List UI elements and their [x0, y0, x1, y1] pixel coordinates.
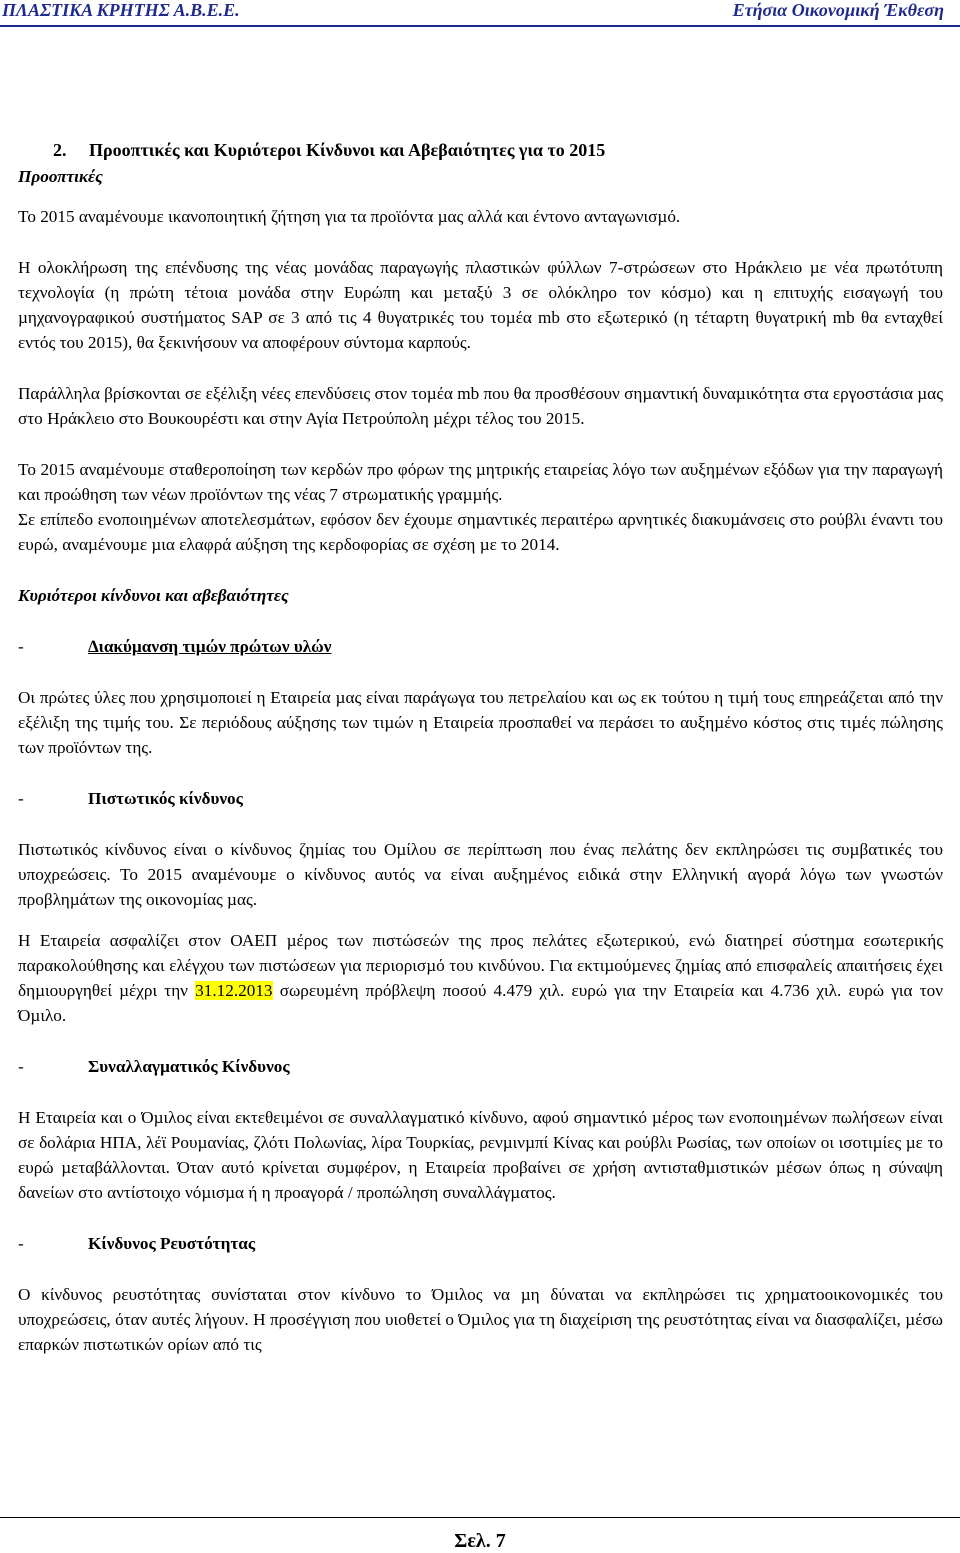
prospects-paragraph-3: Παράλληλα βρίσκονται σε εξέλιξη νέες επενδύσεις στον τοµέα mb που θα προσθέσουν σηµαντική δυναµικότητα στα εργοστάσια µας στο Ηράκλειο στο Βουκουρέστι και στην Αγία Πετρούπολη µέχρι τέλος του 2015. [18, 384, 943, 428]
risk-dash: - [18, 1234, 24, 1253]
risk-dash: - [18, 789, 24, 808]
prospects-paragraph-2: Η ολοκλήρωση της επένδυσης της νέας µονάδας παραγωγής πλαστικών φύλλων 7-στρώσεων στο Ηράκλειο µε νέα πρωτότυπη τεχνολογία (η πρώτη τέτοια µονάδα στην Ευρώπη και µεταξύ 3 σε ολόκληρο τον κόσµο) και η επιτυχής εισαγωγή του µηχανογραφικού συστήµατος SAP σε 3 από τις 4 θυγατρικές του τοµέα mb στο εξωτερικό (η τέταρτη θυγατρική mb θα ενταχθεί εντός του 2015), θα ξεκινήσουν να αποφέρουν σύντοµα καρπούς. [18, 258, 943, 352]
risk-raw-materials-text: Οι πρώτες ύλες που χρησιµοποιεί η Εταιρεία µας είναι παράγωγα του πετρελαίου και ως εκ τούτου η τιµή τους επηρεάζεται από την εξέλιξη της τιµής του. Σε περιόδους αύξησης των τιµών η Εταιρεία προσπαθεί να περάσει το αυξηµένο κόστος στις τιµές πώλησης των προϊόντων της. [18, 688, 943, 757]
page-header [0, 0, 960, 24]
section-title-text: Προοπτικές και Κυριότεροι Κίνδυνοι και Αβεβαιότητες για το 2015 [89, 140, 606, 160]
page-number: Σελ. 7 [454, 1530, 506, 1552]
prospects-paragraph-4: Το 2015 αναµένουµε σταθεροποίηση των κερδών προ φόρων της µητρικής εταιρείας λόγο των αυξηµένων εξόδων για την παραγωγή και προώθηση των νέων προϊόντων της νέας 7 στρωµατικής γραµµής. [18, 460, 943, 504]
risk-credit-text-2b: σωρευµένη πρόβλεψη ποσού 4.479 χιλ. ευρώ για την Εταιρεία και 4.736 χιλ. ευρώ για τον Όµιλο. [18, 981, 943, 1025]
risk-credit-text-2a: Η Εταιρεία ασφαλίζει στον ΟΑΕΠ µέρος των πιστώσεών της προς πελάτες εξωτερικού, ενώ διατηρεί σύστηµα εσωτερικής παρακολούθησης και ελέγχου των πιστώσεων για περιορισµό του κινδύνου. Για εκτιµούµενες ζηµίας από επισφαλείς απαιτήσεις έχει δηµιουργηθεί µέχρι την [18, 931, 943, 1000]
prospects-paragraph-1: Το 2015 αναµένουµε ικανοποιητική ζήτηση για τα προϊόντα µας αλλά και έντονο ανταγωνισµό. [18, 207, 681, 226]
risk-heading-credit [18, 786, 943, 811]
risks-title: Κυριότεροι κίνδυνοι και αβεβαιότητες [18, 586, 289, 605]
risk-title: Συναλλαγµατικός Κίνδυνος [88, 1057, 290, 1076]
risk-dash: - [18, 637, 24, 656]
header-rule [0, 25, 960, 27]
section-number: 2. [53, 140, 67, 160]
risk-title: Κίνδυνος Ρευστότητας [88, 1234, 256, 1253]
risk-liquidity-text: Ο κίνδυνος ρευστότητας συνίσταται στον κίνδυνο το Όµιλος να µη δύναται να εκπληρώσει τις χρηµατοοικονοµικές του υποχρεώσεις, όταν αυτές λήγουν. Η προσέγγιση που υιοθετεί ο Όµιλος για τη διαχείριση της ρευστότητας είναι να διασφαλίζει, µέσω επαρκών πιστωτικών ορίων από τις [18, 1285, 943, 1354]
company-name: ΠΛΑΣΤΙΚΑ ΚΡΗΤΗΣ Α.Β.Ε.Ε. [2, 0, 240, 20]
report-title: Ετήσια Οικονοµική Έκθεση [732, 0, 944, 20]
footer-rule [0, 1517, 960, 1518]
risk-title: ∆ιακύµανση τιµών πρώτων υλών [88, 637, 332, 656]
risk-heading-liquidity [18, 1231, 943, 1256]
risk-title: Πιστωτικός κίνδυνος [88, 789, 243, 808]
risk-credit-text-2 [18, 928, 943, 1028]
risk-heading-fx [18, 1054, 943, 1079]
risk-credit-text-1: Πιστωτικός κίνδυνος είναι ο κίνδυνος ζηµίας του Οµίλου σε περίπτωση που ένας πελάτης δεν εκπληρώσει τις συµβατικές του υποχρεώσεις. Το 2015 αναµένουµε ο κίνδυνος αυτός να είναι αυξηµένος ειδικά στην Ελληνική αγορά λόγω των γνωστών προβληµάτων της οικονοµίας µας. [18, 840, 943, 909]
risk-dash: - [18, 1057, 24, 1076]
prospects-paragraph-5: Σε επίπεδο ενοποιηµένων αποτελεσµάτων, εφόσον δεν έχουµε σηµαντικές περαιτέρω αρνητικές διακυµάνσεις στο ρούβλι έναντι του ευρώ, αναµένουµε µια ελαφρά αύξηση της κερδοφορίας σε σχέση µε το 2014. [18, 510, 943, 554]
document-body [18, 138, 943, 1357]
risk-heading-raw-materials [18, 634, 943, 659]
highlighted-date: 31.12.2013 [195, 981, 273, 1000]
prospects-subtitle: Προοπτικές [18, 167, 103, 186]
risk-fx-text: Η Εταιρεία και ο Όµιλος είναι εκτεθειµένοι σε συναλλαγµατικό κίνδυνο, αφού σηµαντικό µέρος των ενοποιηµένων πωλήσεων είναι σε δολάρια ΗΠΑ, λέϊ Ρουµανίας, ζλότι Πολωνίας, λίρα Τουρκίας, ρενµινµπί Κίνας και ρούβλι Ρωσίας, των οποίων οι ισοτιµίες µε το ευρώ µεταβάλλονται. Όταν αυτό κρίνεται συµφέρον, η Εταιρεία προβαίνει σε χρήση αντισταθµιστικών µέσων όπως η σύναψη δανείων στο αντίστοιχο νόµισµα ή η προαγορά / προπώληση συναλλάγµατος. [18, 1108, 943, 1202]
